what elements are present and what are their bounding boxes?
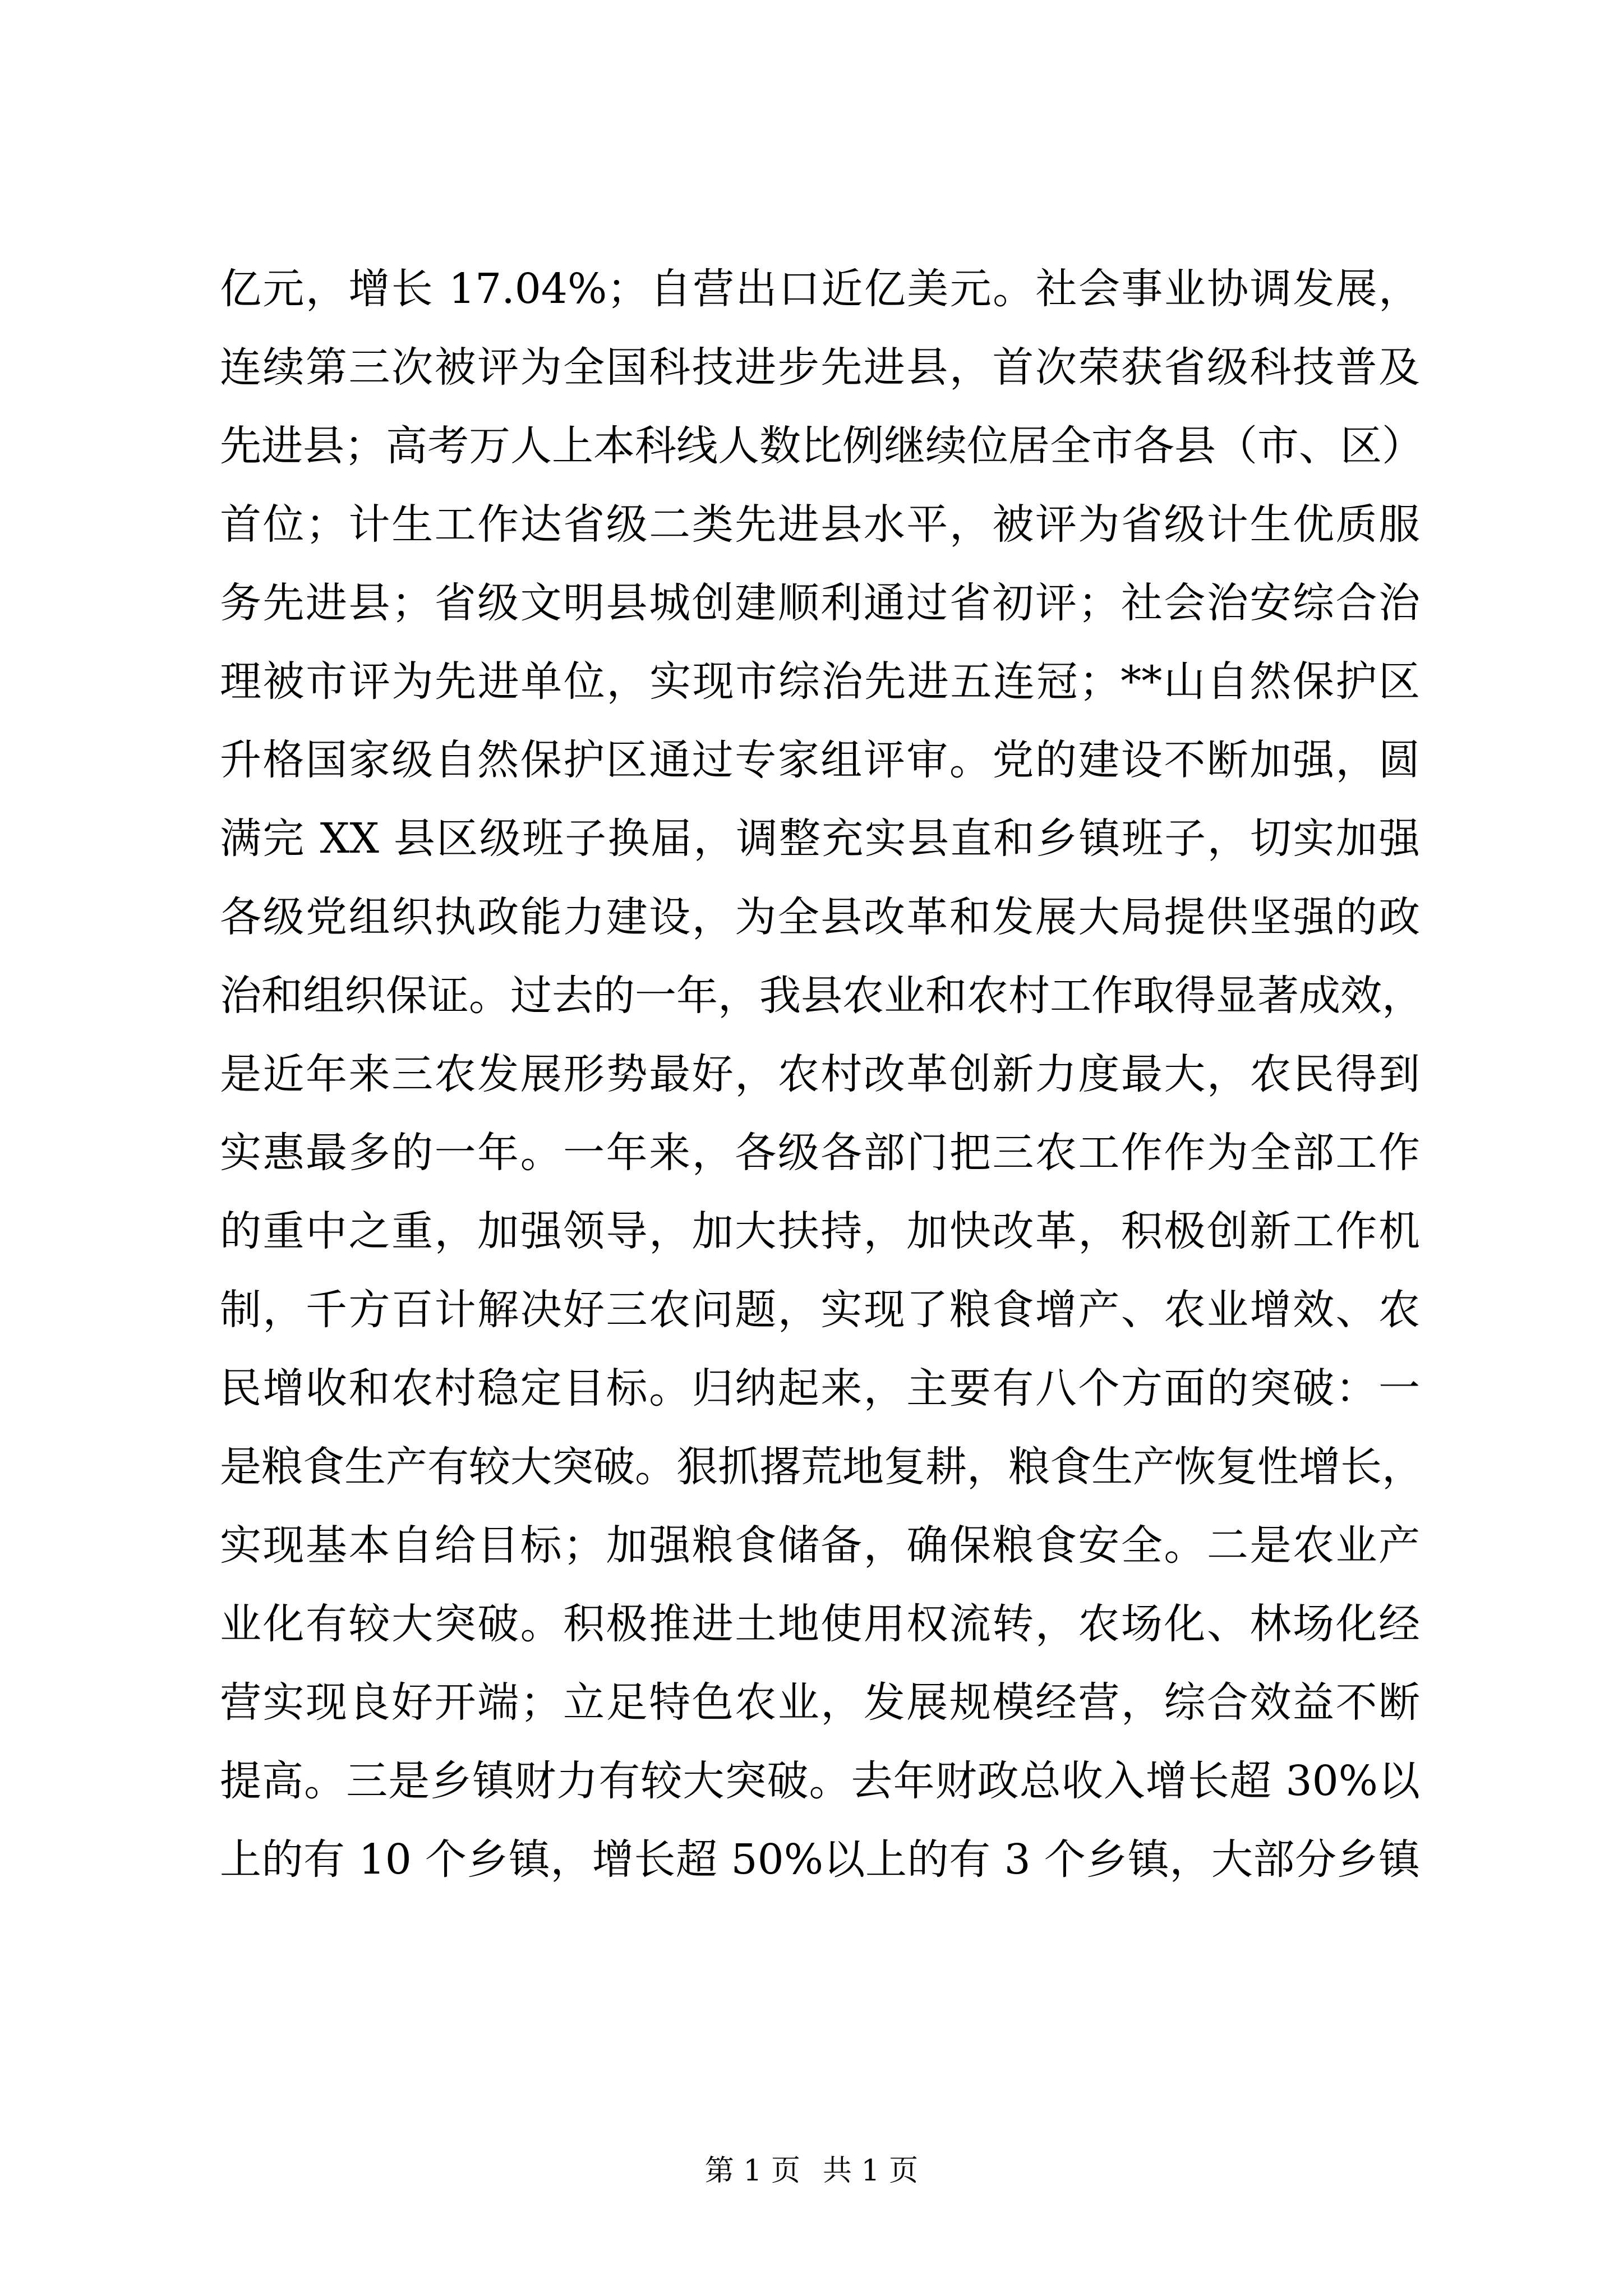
text-line: 营实现良好开端；立足特色农业，发展规模经营，综合效益不断 [220,1678,1420,1727]
text-line: 治和组织保证。过去的一年，我县农业和农村工作取得显著成效， [220,972,1423,1020]
text-line: 是近年来三农发展形势最好，农村改革创新力度最大，农民得到 [220,1050,1420,1098]
text-line: 满完 XX 县区级班子换届，调整充实县直和乡镇班子，切实加强 [220,815,1420,863]
text-line: 理被市评为先进单位，实现市综治先进五连冠；**山自然保护区 [220,657,1420,706]
text-line: 制，千方百计解决好三农问题，实现了粮食增产、农业增效、农 [220,1286,1420,1334]
page-total: 共 1 页 [823,2154,919,2188]
text-line: 首位；计生工作达省级二类先进县水平，被评为省级计生优质服 [220,500,1420,549]
text-line: 的重中之重，加强领导，加大扶持，加快改革，积极创新工作机 [220,1207,1420,1255]
text-line: 实现基本自给目标；加强粮食储备，确保粮食安全。二是农业产 [220,1521,1420,1570]
page-number: 第 1 页 [704,2154,800,2188]
text-line: 亿元，增长 17.04%；自营出口近亿美元。社会事业协调发展， [220,265,1420,313]
text-line: 提高。三是乡镇财力有较大突破。去年财政总收入增长超 30%以 [220,1757,1420,1805]
text-line: 连续第三次被评为全国科技进步先进县，首次荣获省级科技普及 [220,343,1420,392]
text-line: 上的有 10 个乡镇，增长超 50%以上的有 3 个乡镇，大部分乡镇 [220,1835,1420,1884]
text-line: 先进县；高考万人上本科线人数比例继续位居全市各县（市、区） [220,422,1423,470]
text-line: 民增收和农村稳定目标。归纳起来，主要有八个方面的突破：一 [220,1364,1420,1412]
text-line: 实惠最多的一年。一年来，各级各部门把三农工作作为全部工作 [220,1129,1420,1177]
text-line: 升格国家级自然保护区通过专家组评审。党的建设不断加强，圆 [220,736,1420,784]
text-line: 业化有较大突破。积极推进土地使用权流转，农场化、林场化经 [220,1600,1420,1648]
text-line: 务先进县；省级文明县城创建顺利通过省初评；社会治安综合治 [220,579,1420,627]
text-line: 各级党组织执政能力建设，为全县改革和发展大局提供坚强的政 [220,893,1420,941]
text-line: 是粮食生产有较大突破。狠抓撂荒地复耕，粮食生产恢复性增长， [220,1443,1423,1491]
page-footer [0,2148,1623,2193]
